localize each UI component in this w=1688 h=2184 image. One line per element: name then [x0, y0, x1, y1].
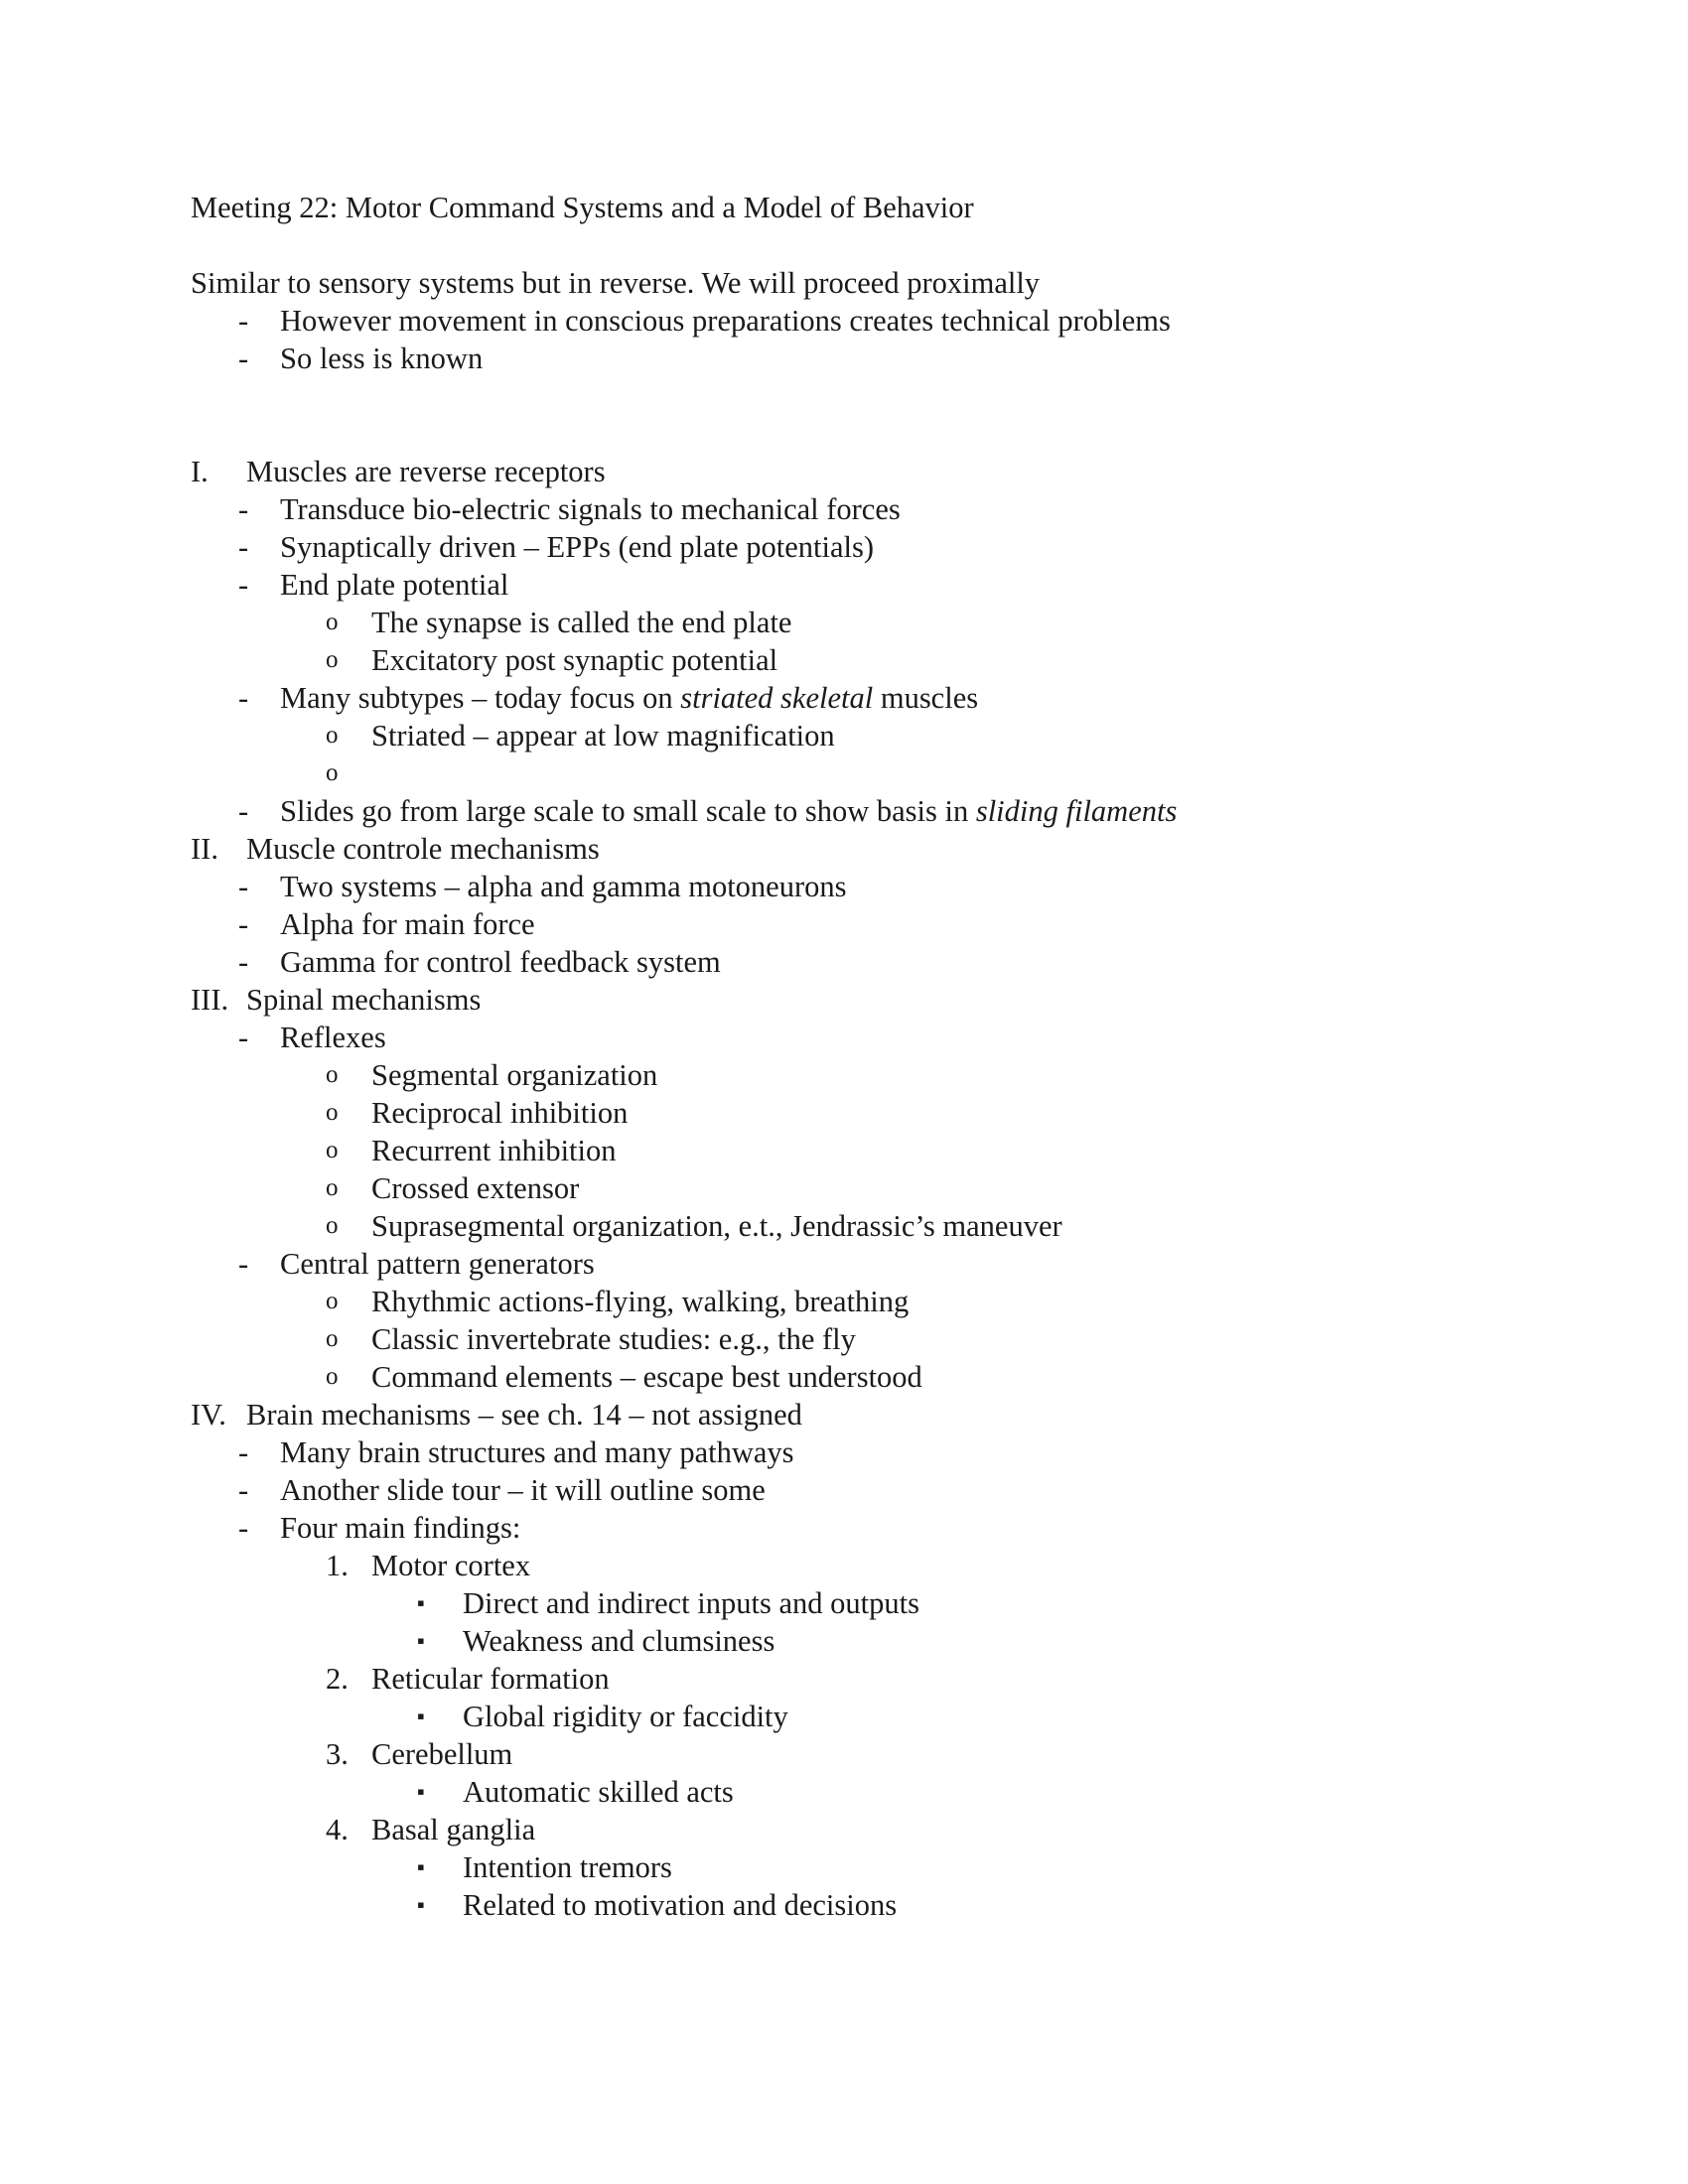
section-4-bullet-3 — [191, 1509, 1303, 1547]
finding-2-text: Reticular formation — [371, 1662, 610, 1696]
section-2-bullet-1-text: Two systems – alpha and gamma motoneurons — [280, 870, 847, 903]
finding-4-text: Basal ganglia — [371, 1813, 536, 1846]
circle-bullet-icon: o — [326, 1137, 339, 1163]
dash-bullet-icon: - — [238, 794, 249, 828]
section-4-bullet-1 — [191, 1433, 1303, 1471]
section-1-bullet-5 — [191, 792, 1303, 830]
section-2-bullet-2 — [191, 905, 1303, 943]
dash-bullet-icon: - — [238, 1435, 249, 1469]
section-4-heading-text: Brain mechanisms – see ch. 14 – not assigned — [246, 1398, 802, 1432]
dash-bullet-icon: - — [238, 1021, 249, 1054]
finding-4-sub-1-text: Intention tremors — [463, 1850, 672, 1884]
circle-bullet-icon: o — [326, 722, 339, 749]
section-1-bullet-2-text: Synaptically driven – EPPs (end plate potentials) — [280, 530, 875, 564]
circle-bullet-icon: o — [326, 1363, 339, 1390]
section-3-subbullet-3-text: Recurrent inhibition — [371, 1134, 617, 1167]
intro-paragraph: Similar to sensory systems but in reverse. We will proceed proximally — [191, 266, 1041, 300]
roman-numeral-marker: II. — [191, 832, 218, 866]
section-1-bullet-5-text — [280, 792, 1303, 830]
number-marker: 1. — [326, 1549, 349, 1582]
dash-bullet-icon: - — [238, 530, 249, 564]
circle-bullet-icon: o — [326, 1325, 339, 1352]
dash-bullet-icon: - — [238, 1511, 249, 1545]
dash-bullet-icon: - — [238, 568, 249, 602]
section-1-bullet-5-italic: sliding filaments — [975, 794, 1178, 828]
square-bullet-icon: ▪ — [417, 1628, 425, 1653]
roman-numeral-marker: IV. — [191, 1398, 226, 1432]
section-3-heading-text: Spinal mechanisms — [246, 983, 482, 1017]
section-1-bullet-4-post: muscles — [873, 681, 979, 715]
section-1-heading — [191, 453, 1303, 490]
square-bullet-icon: ▪ — [417, 1779, 425, 1804]
circle-bullet-icon: o — [326, 1174, 339, 1201]
dash-bullet-icon: - — [238, 341, 249, 375]
section-2-heading-text: Muscle controle mechanisms — [246, 832, 600, 866]
dash-bullet-icon: - — [238, 1247, 249, 1281]
square-bullet-icon: ▪ — [417, 1704, 425, 1728]
finding-4-sub-1 — [191, 1848, 1303, 1886]
number-marker: 2. — [326, 1662, 349, 1696]
finding-3-text: Cerebellum — [371, 1737, 513, 1771]
dash-bullet-icon: - — [238, 945, 249, 979]
circle-bullet-icon: o — [326, 1288, 339, 1314]
finding-1-sub-2-text: Weakness and clumsiness — [463, 1624, 775, 1658]
section-4-bullet-2 — [191, 1471, 1303, 1509]
section-2-bullet-1 — [191, 868, 1303, 905]
finding-3-sub-1 — [191, 1773, 1303, 1811]
number-marker: 4. — [326, 1813, 349, 1846]
finding-4-sub-2-text: Related to motivation and decisions — [463, 1888, 898, 1922]
section-1-subbullet-2 — [191, 641, 1303, 679]
finding-3-sub-1-text: Automatic skilled acts — [463, 1775, 734, 1809]
section-3-subbullet-8-text: Command elements – escape best understood — [371, 1360, 922, 1394]
dash-bullet-icon: - — [238, 1473, 249, 1507]
finding-1-sub-2 — [191, 1622, 1303, 1660]
section-2-bullet-3 — [191, 943, 1303, 981]
section-3-heading — [191, 981, 1303, 1019]
finding-3 — [191, 1735, 1303, 1773]
section-3-subbullet-7-text: Classic invertebrate studies: e.g., the fly — [371, 1322, 856, 1356]
dash-bullet-icon: - — [238, 681, 249, 715]
finding-4 — [191, 1811, 1303, 1848]
intro-bullet-1 — [191, 302, 1303, 340]
section-2-bullet-2-text: Alpha for main force — [280, 907, 535, 941]
section-3-subbullet-7 — [191, 1320, 1303, 1358]
section-3-subbullet-4-text: Crossed extensor — [371, 1171, 580, 1205]
section-1-heading-text: Muscles are reverse receptors — [246, 455, 606, 488]
dash-bullet-icon: - — [238, 907, 249, 941]
section-3-bullet-1 — [191, 1019, 1303, 1056]
section-1-bullet-3 — [191, 566, 1303, 604]
circle-bullet-icon: o — [326, 1099, 339, 1126]
roman-numeral-marker: I. — [191, 455, 209, 488]
section-4-bullet-2-text: Another slide tour – it will outline some — [280, 1473, 766, 1507]
section-1-subbullet-1 — [191, 604, 1303, 641]
document-body — [191, 189, 1303, 1924]
section-1-subbullet-3-text: Striated – appear at low magnification — [371, 719, 835, 752]
section-3-subbullet-6 — [191, 1283, 1303, 1320]
section-3-subbullet-1 — [191, 1056, 1303, 1094]
square-bullet-icon: ▪ — [417, 1892, 425, 1917]
section-1-bullet-1 — [191, 490, 1303, 528]
section-1-bullet-3-text: End plate potential — [280, 568, 509, 602]
section-3-subbullet-6-text: Rhythmic actions-flying, walking, breathing — [371, 1285, 910, 1318]
section-3-subbullet-8 — [191, 1358, 1303, 1396]
section-2-heading — [191, 830, 1303, 868]
section-1-bullet-1-text: Transduce bio-electric signals to mechanical forces — [280, 492, 901, 526]
section-1-subbullet-2-text: Excitatory post synaptic potential — [371, 643, 778, 677]
section-3-subbullet-3 — [191, 1132, 1303, 1169]
section-1-bullet-4-text — [280, 679, 1303, 717]
finding-4-sub-2 — [191, 1886, 1303, 1924]
section-1-bullet-4-italic: striated skeletal — [680, 681, 874, 715]
section-3-bullet-2 — [191, 1245, 1303, 1283]
finding-1 — [191, 1547, 1303, 1584]
section-4-heading — [191, 1396, 1303, 1433]
section-1-subbullet-1-text: The synapse is called the end plate — [371, 606, 792, 639]
document-title: Meeting 22: Motor Command Systems and a Model of Behavior — [191, 191, 974, 224]
section-4-bullet-3-text: Four main findings: — [280, 1511, 521, 1545]
intro-bullet-2 — [191, 340, 1303, 377]
section-3-subbullet-4 — [191, 1169, 1303, 1207]
dash-bullet-icon: - — [238, 304, 249, 338]
intro-bullet-2-text: So less is known — [280, 341, 484, 375]
section-3-subbullet-5-text: Suprasegmental organization, e.t., Jendrassic’s maneuver — [371, 1209, 1062, 1243]
section-1-bullet-4 — [191, 679, 1303, 717]
circle-bullet-icon: o — [326, 1061, 339, 1088]
circle-bullet-icon: o — [326, 759, 339, 786]
section-3-subbullet-2 — [191, 1094, 1303, 1132]
section-3-subbullet-5 — [191, 1207, 1303, 1245]
section-3-bullet-2-text: Central pattern generators — [280, 1247, 595, 1281]
section-3-subbullet-1-text: Segmental organization — [371, 1058, 658, 1092]
square-bullet-icon: ▪ — [417, 1854, 425, 1879]
section-1-subbullet-3 — [191, 717, 1303, 754]
section-4-bullet-1-text: Many brain structures and many pathways — [280, 1435, 794, 1469]
finding-2-sub-1-text: Global rigidity or faccidity — [463, 1700, 788, 1733]
section-3-subbullet-2-text: Reciprocal inhibition — [371, 1096, 629, 1130]
finding-2 — [191, 1660, 1303, 1698]
section-1-bullet-4-pre: Many subtypes – today focus on — [280, 681, 681, 715]
circle-bullet-icon: o — [326, 646, 339, 673]
section-1-bullet-5-pre: Slides go from large scale to small scale to show basis in — [280, 794, 976, 828]
square-bullet-icon: ▪ — [417, 1590, 425, 1615]
finding-2-sub-1 — [191, 1698, 1303, 1735]
section-1-bullet-2 — [191, 528, 1303, 566]
finding-1-sub-1-text: Direct and indirect inputs and outputs — [463, 1586, 919, 1620]
finding-1-text: Motor cortex — [371, 1549, 531, 1582]
intro-bullet-1-text: However movement in conscious preparations creates technical problems — [280, 304, 1171, 338]
section-2-bullet-3-text: Gamma for control feedback system — [280, 945, 721, 979]
section-1-subbullet-4-empty — [191, 754, 1303, 792]
dash-bullet-icon: - — [238, 492, 249, 526]
section-1-subbullet-4-text — [371, 754, 1303, 792]
circle-bullet-icon: o — [326, 1212, 339, 1239]
circle-bullet-icon: o — [326, 609, 339, 635]
finding-1-sub-1 — [191, 1584, 1303, 1622]
roman-numeral-marker: III. — [191, 983, 229, 1017]
section-gap — [191, 377, 1303, 453]
section-3-bullet-1-text: Reflexes — [280, 1021, 386, 1054]
number-marker: 3. — [326, 1737, 349, 1771]
dash-bullet-icon: - — [238, 870, 249, 903]
